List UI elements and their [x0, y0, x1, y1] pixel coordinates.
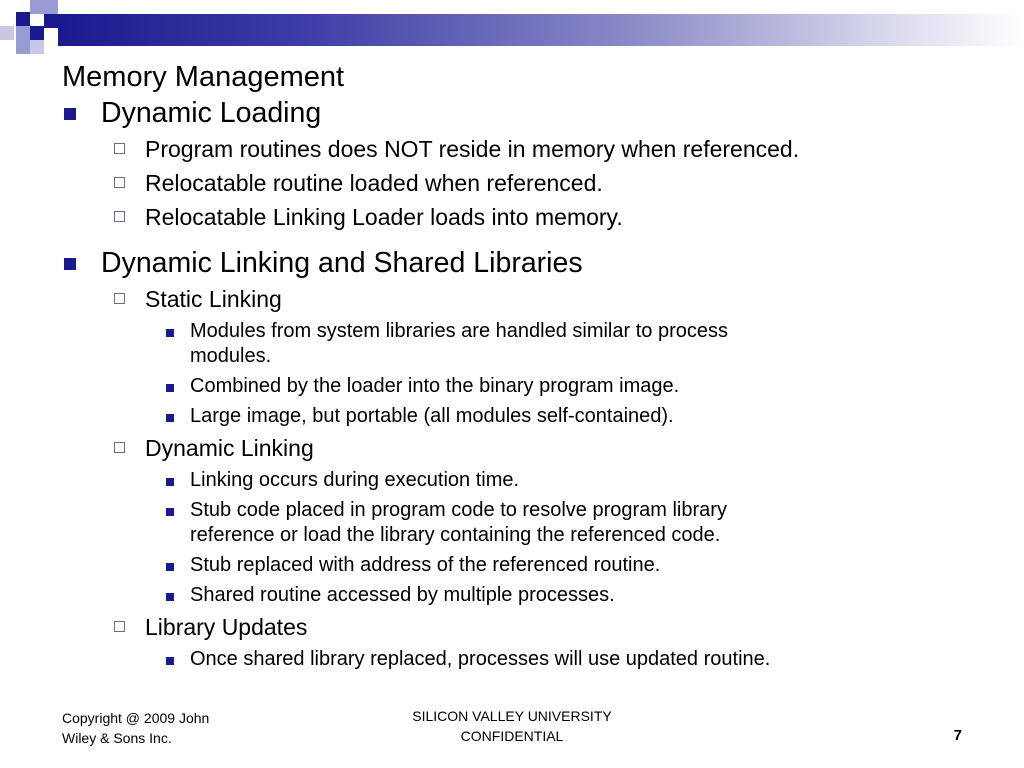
small-square-bullet-icon — [166, 329, 174, 337]
small-square-bullet-icon — [166, 593, 174, 601]
bullet-text: Static Linking — [145, 286, 282, 312]
bullet-text: Stub code placed in program code to resolve program library reference or load the library containing the referenced code. — [190, 499, 727, 546]
square-bullet-icon — [64, 258, 76, 270]
bullet-text: Modules from system libraries are handled similar to process modules. — [190, 320, 728, 367]
bullet-text: Combined by the loader into the binary program image. — [190, 375, 680, 397]
bullet-level3 — [0, 583, 1024, 608]
bullet-text: Linking occurs during execution time. — [190, 469, 520, 491]
decor-square — [44, 0, 58, 14]
bullet-level3 — [0, 498, 1024, 548]
decor-square — [30, 0, 44, 14]
copyright-line: Copyright @ 2009 John — [62, 710, 210, 726]
bullet-level1-dynamic-linking — [0, 246, 1024, 280]
decor-square — [16, 26, 30, 40]
bullet-text: Dynamic Linking and Shared Libraries — [101, 247, 583, 279]
bullet-level3 — [0, 319, 1024, 369]
bullet-text: Shared routine accessed by multiple processes. — [190, 584, 615, 606]
slide-title: Memory Management — [62, 61, 345, 93]
bullet-text: Relocatable Linking Loader loads into memory. — [145, 204, 623, 230]
small-square-bullet-icon — [166, 508, 174, 516]
footer-center-line: CONFIDENTIAL — [460, 728, 564, 744]
footer-center-line: SILICON VALLEY UNIVERSITY — [412, 708, 612, 724]
header-gradient-bar — [58, 14, 1024, 46]
hollow-square-bullet-icon — [114, 621, 125, 632]
bullet-level2 — [0, 202, 1024, 232]
decor-square — [44, 14, 58, 28]
decor-square — [30, 40, 44, 54]
bullet-level2 — [0, 134, 1024, 164]
small-square-bullet-icon — [166, 414, 174, 422]
bullet-level3 — [0, 404, 1024, 429]
bullet-level2-static-linking — [0, 284, 1024, 314]
page-number: 7 — [953, 727, 962, 744]
small-square-bullet-icon — [166, 563, 174, 571]
bullet-level3 — [0, 647, 1024, 672]
bullet-text: Program routines does NOT reside in memory when referenced. — [145, 136, 800, 162]
small-square-bullet-icon — [166, 657, 174, 665]
decor-square — [30, 26, 44, 40]
decor-square — [16, 12, 30, 26]
decor-square — [16, 40, 30, 54]
small-square-bullet-icon — [166, 478, 174, 486]
square-bullet-icon — [64, 108, 76, 120]
bullet-text: Once shared library replaced, processes will use updated routine. — [190, 648, 771, 670]
bullet-level3 — [0, 468, 1024, 493]
bullet-text: Large image, but portable (all modules self-contained). — [190, 405, 674, 427]
bullet-level3 — [0, 553, 1024, 578]
hollow-square-bullet-icon — [114, 143, 125, 154]
small-square-bullet-icon — [166, 384, 174, 392]
hollow-square-bullet-icon — [114, 211, 125, 222]
hollow-square-bullet-icon — [114, 177, 125, 188]
bullet-level1-dynamic-loading — [0, 96, 1024, 130]
bullet-level2-dynamic-linking — [0, 433, 1024, 463]
footer-copyright — [62, 708, 282, 748]
hollow-square-bullet-icon — [114, 293, 125, 304]
bullet-level2 — [0, 168, 1024, 198]
bullet-text: Dynamic Linking — [145, 435, 314, 461]
bullet-text: Relocatable routine loaded when referenced. — [145, 170, 603, 196]
decor-square — [0, 26, 14, 40]
bullet-text: Library Updates — [145, 614, 308, 640]
bullet-level2-library-updates — [0, 612, 1024, 642]
slide-content — [0, 96, 1024, 672]
hollow-square-bullet-icon — [114, 442, 125, 453]
bullet-text: Stub replaced with address of the referenced routine. — [190, 554, 661, 576]
copyright-line: Wiley & Sons Inc. — [62, 730, 172, 746]
bullet-level3 — [0, 374, 1024, 399]
bullet-text: Dynamic Loading — [101, 97, 322, 129]
footer-confidential — [362, 706, 662, 746]
